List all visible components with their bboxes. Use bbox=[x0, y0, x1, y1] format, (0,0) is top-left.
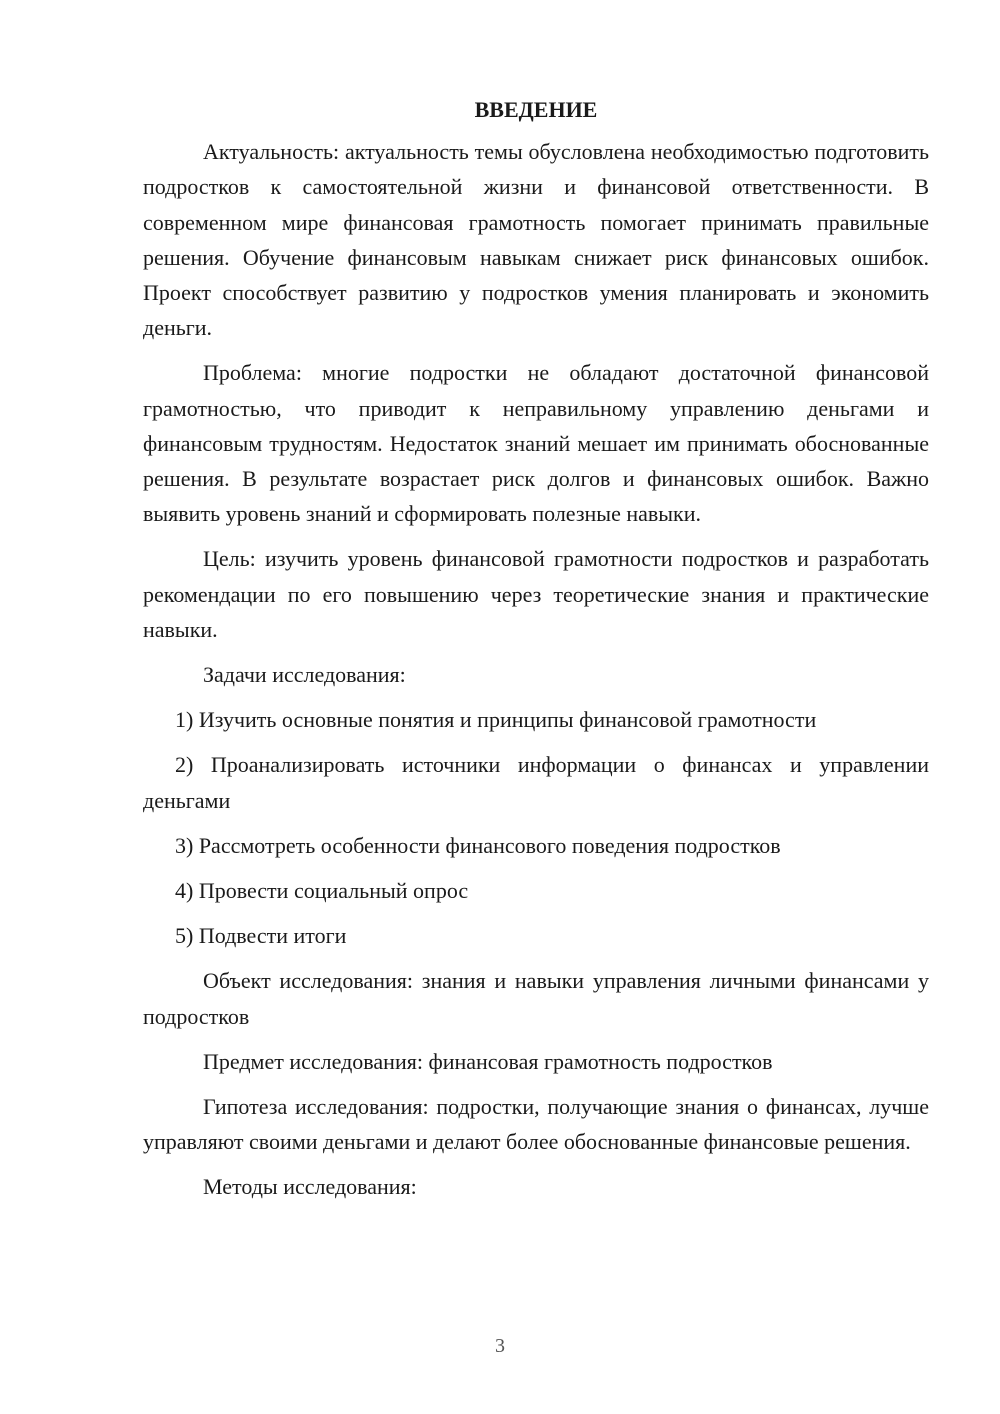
research-subject-paragraph: Предмет исследования: финансовая грамотность подростков bbox=[203, 1048, 773, 1074]
hypothesis-paragraph: Гипотеза исследования: подростки, получающие знания о финансах, лучше управляют своими деньгами и делают более обоснованные финансовые решения. bbox=[143, 1094, 929, 1155]
page-number: 3 bbox=[495, 1335, 505, 1357]
goal-paragraph: Цель: изучить уровень финансовой грамотности подростков и разработать рекомендации по его повышению через теоретические знания и практические навыки. bbox=[143, 546, 929, 642]
section-title: ВВЕДЕНИЕ bbox=[474, 97, 598, 122]
research-object-paragraph: Объект исследования: знания и навыки управления личными финансами у подростков bbox=[143, 968, 929, 1029]
task-item-2: 2) Проанализировать источники информации о финансах и управлении деньгами bbox=[143, 752, 929, 813]
task-item-4: 4) Провести социальный опрос bbox=[175, 878, 469, 904]
page-content bbox=[143, 92, 929, 1215]
task-item-1: 1) Изучить основные понятия и принципы финансовой грамотности bbox=[175, 707, 817, 733]
relevance-paragraph: Актуальность: актуальность темы обусловлена необходимостью подготовить подростков к самостоятельной жизни и финансовой ответственности. В современном мире финансовая грамотность помогает принимать правильные решения. Обучение финансовым навыкам снижает риск финансовых ошибок. Проект способствует развитию у подростков умения планировать и экономить деньги. bbox=[143, 139, 929, 341]
problem-paragraph: Проблема: многие подростки не обладают достаточной финансовой грамотностью, что приводит к неправильному управлению деньгами и финансовым трудностям. Недостаток знаний мешает им принимать обоснованные решения. В результате возрастает риск долгов и финансовых ошибок. Важно выявить уровень знаний и сформировать полезные навыки. bbox=[143, 360, 929, 527]
methods-heading: Методы исследования: bbox=[203, 1174, 417, 1200]
task-item-5: 5) Подвести итоги bbox=[175, 923, 347, 949]
tasks-heading: Задачи исследования: bbox=[203, 662, 406, 688]
task-item-3: 3) Рассмотреть особенности финансового поведения подростков bbox=[175, 832, 781, 858]
